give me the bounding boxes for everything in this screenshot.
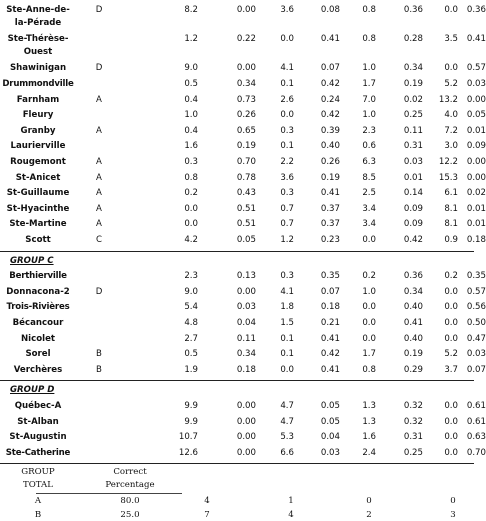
station-name: Bécancour (12, 318, 64, 328)
value-cell: 0.19 (236, 141, 256, 152)
value-cell: 0.70 (236, 157, 256, 167)
value-cell: 0.18 (466, 235, 486, 245)
value-cell: 0.18 (320, 302, 340, 313)
value-cell: 0.0 (444, 286, 458, 297)
value-cell: 1.5 (280, 318, 294, 328)
value-cell: 1.6 (184, 141, 198, 152)
value-cell: 0.23 (320, 235, 340, 245)
group-code: D (95, 286, 103, 297)
station-name: Shawinigan (9, 63, 67, 74)
value-cell: 0.7 (280, 219, 294, 230)
summary-divider (36, 493, 182, 494)
value-cell: 0.3 (280, 271, 294, 282)
value-cell: 1.7 (362, 349, 376, 360)
station-name: Ste-Catherine (5, 447, 71, 458)
value-cell: 0.00 (236, 63, 256, 74)
station-name: Granby (20, 125, 56, 136)
summary-count: 4 (288, 510, 294, 521)
value-cell: 0.34 (403, 63, 423, 74)
value-cell: 0.43 (236, 188, 256, 199)
value-cell: 0.13 (236, 271, 256, 282)
value-cell: 8.1 (444, 203, 458, 214)
value-cell: 0.65 (236, 125, 256, 136)
summary-percentage: 80.0 (120, 496, 140, 507)
value-cell: 0.00 (466, 94, 486, 105)
summary-header-left: GROUP (21, 467, 55, 478)
value-cell: 0.7 (280, 203, 294, 214)
value-cell: 8.1 (444, 219, 458, 230)
value-cell: 0.3 (184, 157, 198, 167)
value-cell: 1.2 (184, 34, 198, 45)
value-cell: 0.0 (444, 5, 458, 15)
value-cell: 7.0 (362, 94, 376, 105)
value-cell: 0.0 (444, 302, 458, 313)
station-name: Verchères (13, 364, 63, 375)
value-cell: 0.36 (403, 5, 423, 15)
value-cell: 5.3 (280, 432, 294, 443)
value-cell: 0.26 (236, 110, 256, 121)
value-cell: 0.1 (280, 79, 294, 89)
value-cell: 0.41 (320, 333, 340, 344)
summary-count: 3 (450, 510, 456, 521)
value-cell: 0.0 (184, 203, 198, 214)
value-cell: 0.57 (466, 286, 486, 297)
summary-count: 7 (204, 510, 210, 521)
value-cell: 0.03 (403, 157, 423, 167)
station-name: St-Guillaume (6, 188, 70, 199)
station-name: Sorel (25, 349, 51, 360)
station-name: St-Alban (17, 416, 59, 427)
value-cell: 0.08 (320, 5, 340, 15)
value-cell: 0.41 (320, 188, 340, 199)
value-cell: 0.6 (362, 141, 376, 152)
station-name: St-Augustin (9, 432, 67, 443)
summary-percentage: 25.0 (120, 510, 140, 521)
value-cell: 2.3 (184, 271, 198, 282)
value-cell: 9.9 (184, 401, 198, 411)
value-cell: 1.8 (280, 302, 294, 313)
value-cell: 0.29 (403, 364, 423, 375)
group-code: A (96, 157, 102, 167)
value-cell: 0.03 (466, 349, 486, 360)
value-cell: 0.32 (403, 401, 423, 411)
value-cell: 0.00 (236, 5, 256, 15)
value-cell: 0.1 (280, 349, 294, 360)
value-cell: 3.5 (444, 34, 458, 45)
value-cell: 0.8 (362, 34, 376, 45)
value-cell: 1.2 (280, 235, 294, 245)
station-name: Berthierville (9, 271, 67, 282)
value-cell: 0.32 (403, 416, 423, 427)
value-cell: 1.9 (184, 364, 198, 375)
value-cell: 0.18 (236, 364, 256, 375)
value-cell: 0.00 (236, 401, 256, 411)
station-name: Donnacona-2 (6, 286, 70, 297)
value-cell: 0.40 (320, 141, 340, 152)
value-cell: 3.4 (362, 203, 376, 214)
value-cell: 0.0 (184, 219, 198, 230)
value-cell: 12.6 (178, 447, 198, 458)
value-cell: 7.2 (444, 125, 458, 136)
value-cell: 0.03 (320, 447, 340, 458)
group-code: D (95, 5, 103, 15)
value-cell: 0.0 (280, 34, 294, 45)
summary-count: 1 (288, 496, 294, 507)
value-cell: 1.0 (362, 110, 376, 121)
station-name: Ouest (23, 47, 53, 58)
value-cell: 0.0 (362, 302, 376, 313)
group-code: A (96, 203, 102, 214)
group-code: C (95, 235, 102, 245)
value-cell: 0.02 (403, 94, 423, 105)
value-cell: 0.34 (236, 79, 256, 89)
value-cell: 0.2 (184, 188, 198, 199)
value-cell: 0.25 (403, 447, 423, 458)
value-cell: 0.0 (280, 364, 294, 375)
value-cell: 2.7 (184, 333, 198, 344)
value-cell: 0.26 (320, 157, 340, 167)
value-cell: 0.0 (362, 318, 376, 328)
value-cell: 0.04 (236, 318, 256, 328)
value-cell: 15.3 (438, 172, 458, 183)
value-cell: 3.7 (444, 364, 458, 375)
value-cell: 4.2 (184, 235, 198, 245)
value-cell: 0.5 (184, 349, 198, 360)
summary-group: A (34, 496, 42, 507)
value-cell: 0.50 (466, 318, 486, 328)
value-cell: 0.01 (403, 172, 423, 183)
value-cell: 9.9 (184, 416, 198, 427)
value-cell: 0.40 (403, 333, 423, 344)
value-cell: 1.0 (362, 63, 376, 74)
station-name: Rougemont (10, 157, 66, 167)
value-cell: 3.4 (362, 219, 376, 230)
value-cell: 0.8 (184, 172, 198, 183)
value-cell: 0.0 (444, 401, 458, 411)
station-name: Fleury (22, 110, 54, 121)
value-cell: 0.0 (444, 63, 458, 74)
value-cell: 0.01 (466, 125, 486, 136)
value-cell: 0.61 (466, 401, 486, 411)
value-cell: 0.42 (320, 349, 340, 360)
value-cell: 4.1 (280, 286, 294, 297)
value-cell: 0.3 (280, 188, 294, 199)
value-cell: 0.0 (362, 333, 376, 344)
value-cell: 0.70 (466, 447, 486, 458)
value-cell: 2.5 (362, 188, 376, 199)
value-cell: 0.63 (466, 432, 486, 443)
value-cell: 0.0 (280, 110, 294, 121)
value-cell: 0.00 (236, 432, 256, 443)
group-code: D (95, 63, 103, 74)
group-code: A (96, 94, 102, 105)
value-cell: 0.24 (320, 94, 340, 105)
value-cell: 0.4 (184, 125, 198, 136)
group-code: A (96, 188, 102, 199)
value-cell: 0.02 (466, 188, 486, 199)
value-cell: 0.0 (444, 416, 458, 427)
value-cell: 0.61 (466, 416, 486, 427)
value-cell: 4.7 (280, 401, 294, 411)
value-cell: 0.00 (236, 286, 256, 297)
value-cell: 0.09 (403, 219, 423, 230)
value-cell: 5.2 (444, 79, 458, 89)
station-name: Farnham (16, 94, 60, 105)
value-cell: 0.03 (466, 79, 486, 89)
value-cell: 0.05 (320, 416, 340, 427)
value-cell: 0.0 (362, 235, 376, 245)
value-cell: 0.0 (444, 432, 458, 443)
value-cell: 0.78 (236, 172, 256, 183)
summary-group: B (34, 510, 42, 521)
value-cell: 6.3 (362, 157, 376, 167)
value-cell: 0.00 (236, 447, 256, 458)
value-cell: 4.8 (184, 318, 198, 328)
value-cell: 0.0 (444, 333, 458, 344)
value-cell: 8.2 (184, 5, 198, 15)
summary-header-right: Correct (113, 467, 147, 478)
value-cell: 0.3 (280, 125, 294, 136)
summary-count: 4 (204, 496, 210, 507)
section-divider (0, 380, 474, 381)
value-cell: 0.03 (236, 302, 256, 313)
value-cell: 0.01 (466, 219, 486, 230)
station-name: Drummondville (2, 79, 74, 89)
value-cell: 0.31 (403, 432, 423, 443)
value-cell: 0.36 (403, 271, 423, 282)
value-cell: 0.2 (362, 271, 376, 282)
value-cell: 0.2 (444, 271, 458, 282)
value-cell: 6.1 (444, 188, 458, 199)
value-cell: 1.7 (362, 79, 376, 89)
station-name: St-Hyacinthe (6, 203, 70, 214)
station-name: Scott (25, 235, 51, 245)
value-cell: 8.5 (362, 172, 376, 183)
value-cell: 0.5 (184, 79, 198, 89)
value-cell: 0.35 (320, 271, 340, 282)
summary-count: 2 (366, 510, 372, 521)
group-code: A (96, 219, 102, 230)
section-heading: GROUP D (10, 385, 55, 396)
value-cell: 5.4 (184, 302, 198, 313)
value-cell: 6.6 (280, 447, 294, 458)
station-name: Ste-Anne-de- (6, 5, 70, 15)
value-cell: 0.00 (466, 157, 486, 167)
value-cell: 0.39 (320, 125, 340, 136)
value-cell: 0.51 (236, 219, 256, 230)
value-cell: 0.22 (236, 34, 256, 45)
value-cell: 0.01 (466, 203, 486, 214)
value-cell: 0.14 (403, 188, 423, 199)
value-cell: 0.25 (403, 110, 423, 121)
value-cell: 0.42 (320, 110, 340, 121)
value-cell: 12.2 (438, 157, 458, 167)
summary-count: 0 (366, 496, 372, 507)
value-cell: 0.07 (466, 364, 486, 375)
group-code: B (96, 364, 102, 375)
value-cell: 0.1 (280, 333, 294, 344)
value-cell: 4.7 (280, 416, 294, 427)
value-cell: 0.41 (320, 34, 340, 45)
value-cell: 0.42 (403, 235, 423, 245)
value-cell: 0.40 (403, 302, 423, 313)
value-cell: 0.4 (184, 94, 198, 105)
station-name: St-Anicet (15, 172, 61, 183)
value-cell: 9.0 (184, 286, 198, 297)
summary-header-right: Percentage (105, 480, 155, 491)
value-cell: 0.51 (236, 203, 256, 214)
value-cell: 2.2 (280, 157, 294, 167)
value-cell: 0.42 (320, 79, 340, 89)
value-cell: 0.31 (403, 141, 423, 152)
summary-header-left: TOTAL (23, 480, 53, 491)
value-cell: 10.7 (178, 432, 198, 443)
value-cell: 9.0 (184, 63, 198, 74)
value-cell: 0.00 (466, 172, 486, 183)
value-cell: 0.05 (236, 235, 256, 245)
value-cell: 0.36 (466, 5, 486, 15)
station-name: Nicolet (20, 333, 56, 344)
group-code: B (96, 349, 102, 360)
station-name: Ste-Thérèse- (7, 34, 69, 45)
value-cell: 1.3 (362, 401, 376, 411)
value-cell: 0.21 (320, 318, 340, 328)
value-cell: 1.6 (362, 432, 376, 443)
value-cell: 4.0 (444, 110, 458, 121)
value-cell: 0.07 (320, 286, 340, 297)
value-cell: 1.0 (362, 286, 376, 297)
station-name: la-Pérade (14, 18, 62, 28)
station-name: Ste-Martine (9, 219, 67, 230)
value-cell: 0.47 (466, 333, 486, 344)
value-cell: 0.57 (466, 63, 486, 74)
value-cell: 1.0 (184, 110, 198, 121)
value-cell: 2.6 (280, 94, 294, 105)
value-cell: 0.34 (236, 349, 256, 360)
value-cell: 0.19 (403, 349, 423, 360)
group-code: A (96, 172, 102, 183)
value-cell: 0.41 (466, 34, 486, 45)
summary-count: 0 (450, 496, 456, 507)
value-cell: 0.34 (403, 286, 423, 297)
value-cell: 0.37 (320, 219, 340, 230)
value-cell: 0.9 (444, 235, 458, 245)
value-cell: 0.8 (362, 5, 376, 15)
value-cell: 0.73 (236, 94, 256, 105)
station-name: Trois-Rivières (6, 302, 70, 313)
value-cell: 3.6 (280, 172, 294, 183)
value-cell: 0.37 (320, 203, 340, 214)
value-cell: 0.0 (444, 318, 458, 328)
value-cell: 5.2 (444, 349, 458, 360)
value-cell: 4.1 (280, 63, 294, 74)
value-cell: 0.19 (320, 172, 340, 183)
value-cell: 13.2 (438, 94, 458, 105)
value-cell: 2.3 (362, 125, 376, 136)
value-cell: 0.0 (444, 447, 458, 458)
value-cell: 0.09 (466, 141, 486, 152)
station-name: Laurierville (10, 141, 66, 152)
section-divider (0, 251, 474, 252)
section-divider (0, 463, 474, 464)
value-cell: 0.19 (403, 79, 423, 89)
value-cell: 0.35 (466, 271, 486, 282)
value-cell: 1.3 (362, 416, 376, 427)
station-name: Québec-A (14, 401, 62, 411)
section-heading: GROUP C (10, 255, 54, 266)
value-cell: 0.1 (280, 141, 294, 152)
value-cell: 0.05 (466, 110, 486, 121)
value-cell: 0.28 (403, 34, 423, 45)
value-cell: 0.07 (320, 63, 340, 74)
value-cell: 3.6 (280, 5, 294, 15)
value-cell: 0.11 (236, 333, 256, 344)
value-cell: 0.00 (236, 416, 256, 427)
value-cell: 0.41 (403, 318, 423, 328)
value-cell: 0.09 (403, 203, 423, 214)
value-cell: 0.56 (466, 302, 486, 313)
group-code: A (96, 125, 102, 136)
value-cell: 0.04 (320, 432, 340, 443)
value-cell: 2.4 (362, 447, 376, 458)
value-cell: 0.05 (320, 401, 340, 411)
value-cell: 0.8 (362, 364, 376, 375)
value-cell: 0.41 (320, 364, 340, 375)
value-cell: 3.0 (444, 141, 458, 152)
value-cell: 0.11 (403, 125, 423, 136)
